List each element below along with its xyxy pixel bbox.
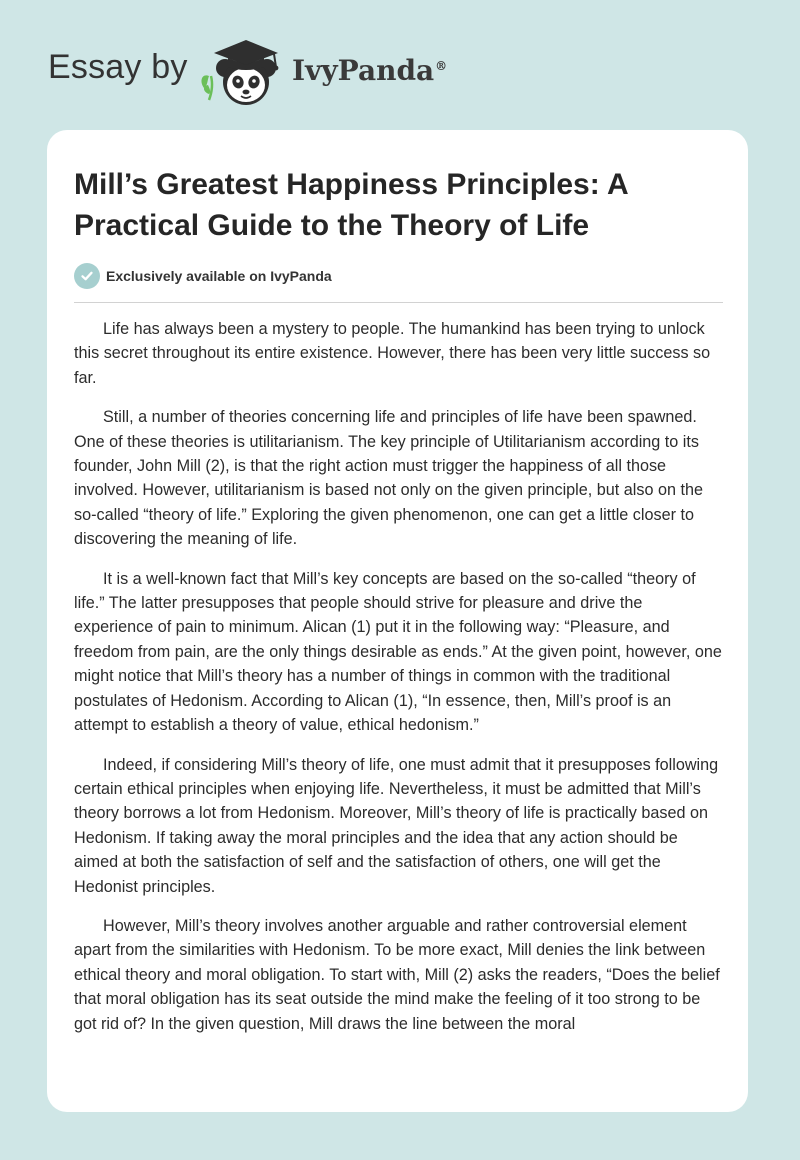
exclusive-badge [74, 263, 332, 289]
divider [74, 302, 723, 303]
paragraph: Indeed, if considering Mill’s theory of life, one must admit that it presupposes following certain ethical principles when enjoying life. Nevertheless, it must be admitted that Mill’s theory borrows a lot from Hedonism. Moreover, Mill’s theory of life is practically based on Hedonism. If taking away the moral principles and the idea that any action should be aimed at both the satisfaction of self and the satisfaction of others, one will get the Hedonist principles. [74, 755, 719, 896]
exclusive-label: Exclusively available on IvyPanda [106, 268, 332, 284]
panda-graduate-icon[interactable] [198, 34, 288, 108]
brand-name[interactable]: IvyPanda® [292, 54, 448, 87]
paragraph: Life has always been a mystery to people. The humankind has been trying to unlock this secret throughout its entire existence. However, there has been very little success so far. [74, 320, 711, 387]
essay-card [47, 130, 748, 1112]
paragraph: It is a well-known fact that Mill’s key concepts are based on the so-called “theory of life.” The latter presupposes that people should strive for pleasure and drive the experience of pain to minimum. Alican (1) put it in the following way: “Pleasure, and freedom from pain, are the only things desirable as ends.” At the given point, however, one might notice that Mill’s theory has a number of things in common with the traditional postulates of Hedonism. According to Alican (1), “In essence, then, Mill’s proof is an attempt to establish a theory of value, ethical hedonism.” [74, 569, 722, 735]
paragraph: However, Mill’s theory involves another arguable and rather controversial element apart from the similarities with Hedonism. To be more exact, Mill denies the link between ethical theory and moral obligation. To start with, Mill (2) asks the readers, “Does the belief that moral obligation has its seat outside the mind make the feeling of it too strong to be got rid of? In the given question, Mill draws the line between the moral [74, 916, 720, 1033]
check-circle-icon [74, 263, 100, 289]
site-header [48, 34, 508, 108]
paragraph: Still, a number of theories concerning life and principles of life have been spawned. One of these theories is utilitarianism. The key principle of Utilitarianism according to its founder, John Mill (2), is that the right action must trigger the happiness of all those involved. However, utilitarianism is based not only on the given principle, but also on the so-called “theory of life.” Exploring the given phenomenon, one can get a little closer to discovering the meaning of life. [74, 408, 703, 549]
registered-mark: ® [435, 58, 448, 73]
essay-body [74, 317, 724, 1097]
essay-by-label: Essay by [48, 48, 188, 86]
essay-title: Mill’s Greatest Happiness Principles: A Practical Guide to the Theory of Life [74, 168, 628, 242]
